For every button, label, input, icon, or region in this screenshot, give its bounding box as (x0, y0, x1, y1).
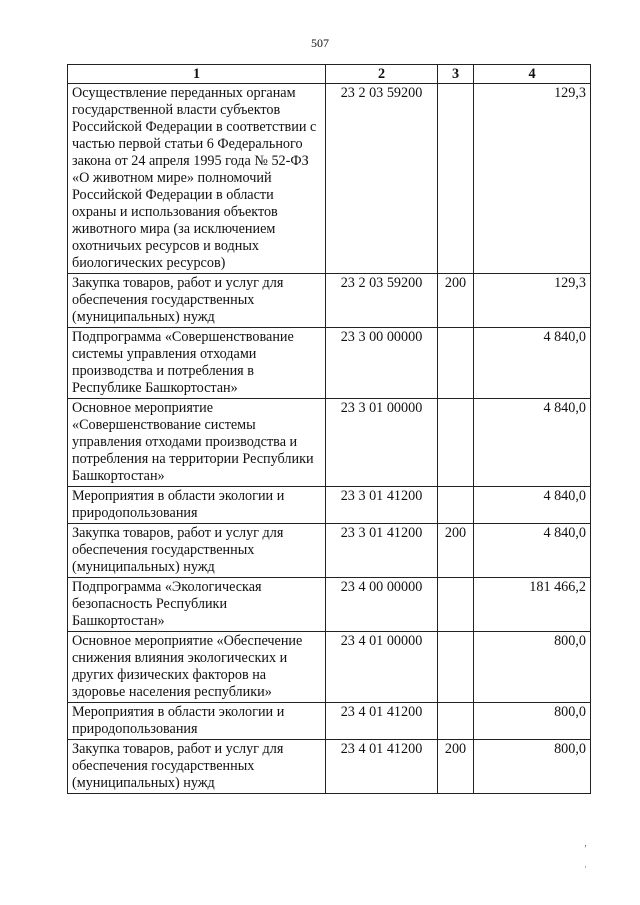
row-amount-cell: 129,3 (474, 84, 591, 274)
row-type-cell (438, 632, 474, 703)
row-code-cell: 23 2 03 59200 (326, 84, 438, 274)
row-amount-cell: 129,3 (474, 274, 591, 328)
row-amount-cell: 4 840,0 (474, 487, 591, 524)
row-amount-cell: 4 840,0 (474, 328, 591, 399)
row-type-cell: 200 (438, 740, 474, 794)
table-row (68, 487, 591, 524)
row-type-cell (438, 328, 474, 399)
row-amount-cell: 800,0 (474, 632, 591, 703)
header-col-2: 2 (326, 65, 438, 84)
row-type-cell (438, 703, 474, 740)
row-name-cell: Подпрограмма «Экологическая безопасность Республики Башкортостан» (68, 578, 326, 632)
table-row (68, 84, 591, 274)
table-row (68, 703, 591, 740)
row-type-cell (438, 578, 474, 632)
row-code-cell: 23 4 01 00000 (326, 632, 438, 703)
row-code-cell: 23 4 00 00000 (326, 578, 438, 632)
row-name-cell: Осуществление переданных органам государственной власти субъектов Российской Федерации в соответствии с частью первой статьи 6 Федерального закона от 24 апреля 1995 года № 52-ФЗ «О животном мире» полномочий Российской Федерации в области охраны и использования объектов животного мира (за исключением охотничьих ресурсов и водных биологических ресурсов) (68, 84, 326, 274)
row-name-cell: Мероприятия в области экологии и природопользования (68, 703, 326, 740)
row-code-cell: 23 2 03 59200 (326, 274, 438, 328)
row-amount-cell: 4 840,0 (474, 399, 591, 487)
budget-table (67, 64, 591, 794)
row-code-cell: 23 3 01 41200 (326, 487, 438, 524)
row-type-cell: 200 (438, 524, 474, 578)
row-type-cell (438, 487, 474, 524)
row-code-cell: 23 4 01 41200 (326, 703, 438, 740)
row-amount-cell: 800,0 (474, 740, 591, 794)
page-number: 507 (311, 36, 329, 50)
row-name-cell: Закупка товаров, работ и услуг для обеспечения государственных (муниципальных) нужд (68, 740, 326, 794)
table-row (68, 740, 591, 794)
row-name-cell: Основное мероприятие «Совершенствование системы управления отходами производства и потребления на территории Республики Башкортостан» (68, 399, 326, 487)
header-col-1: 1 (68, 65, 326, 84)
row-type-cell: 200 (438, 274, 474, 328)
row-amount-cell: 4 840,0 (474, 524, 591, 578)
row-name-cell: Подпрограмма «Совершенствование системы управления отходами производства и потребления в Республике Башкортостан» (68, 328, 326, 399)
margin-mark: · (584, 862, 587, 872)
row-amount-cell: 181 466,2 (474, 578, 591, 632)
table-header-row (68, 65, 591, 84)
row-type-cell (438, 84, 474, 274)
table-row (68, 399, 591, 487)
table-row (68, 524, 591, 578)
margin-mark: ‚ (584, 838, 587, 848)
row-name-cell: Основное мероприятие «Обеспечение снижения влияния экологических и других физических факторов на здоровье населения республики» (68, 632, 326, 703)
row-code-cell: 23 3 01 00000 (326, 399, 438, 487)
row-code-cell: 23 4 01 41200 (326, 740, 438, 794)
table-row (68, 632, 591, 703)
table-row (68, 328, 591, 399)
row-code-cell: 23 3 00 00000 (326, 328, 438, 399)
row-type-cell (438, 399, 474, 487)
table-row (68, 578, 591, 632)
header-col-4: 4 (474, 65, 591, 84)
table-row (68, 274, 591, 328)
row-code-cell: 23 3 01 41200 (326, 524, 438, 578)
row-name-cell: Мероприятия в области экологии и природопользования (68, 487, 326, 524)
row-amount-cell: 800,0 (474, 703, 591, 740)
row-name-cell: Закупка товаров, работ и услуг для обеспечения государственных (муниципальных) нужд (68, 524, 326, 578)
header-col-3: 3 (438, 65, 474, 84)
row-name-cell: Закупка товаров, работ и услуг для обеспечения государственных (муниципальных) нужд (68, 274, 326, 328)
